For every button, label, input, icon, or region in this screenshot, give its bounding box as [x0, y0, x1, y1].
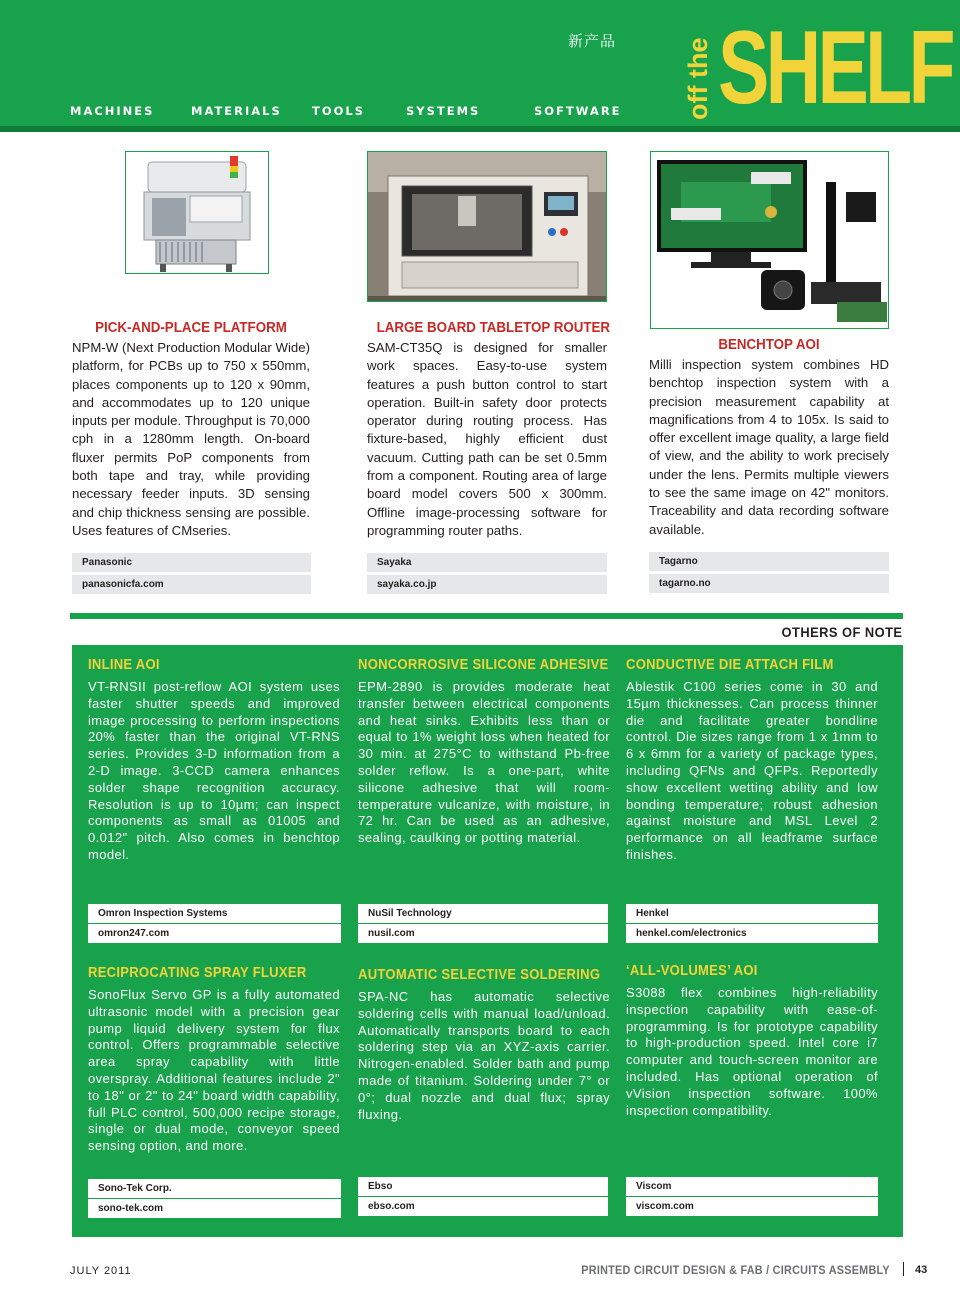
- tabletop-router-photo: [367, 151, 607, 302]
- note-body-die-attach-film: Ablestik C100 series come in 30 and 15µm thicknesses. Can process thinner die and facilitate greater bondline control. Die sizes range from 1 x 1mm to 6 x 6mm for a variety of package types, including QFNs and QFPs. Reportedly show excellent wetting ability and low bonding temperature; robust adhesion against moisture and MSL Level 2 performance on all leadframe surface finishes.: [626, 679, 878, 862]
- note-vendor-sono-tek: Sono-Tek Corp.: [88, 1179, 341, 1198]
- section-nav: [70, 104, 630, 118]
- nav-item-machines: MACHINES: [70, 104, 155, 118]
- vendor-name-panasonic: Panasonic: [72, 553, 311, 572]
- note-url-nusil[interactable]: nusil.com: [358, 924, 608, 943]
- note-title-inline-aoi: INLINE AOI: [88, 657, 160, 673]
- others-of-note-rule: [70, 613, 903, 619]
- benchtop-aoi-photo: [650, 151, 889, 329]
- footer-publication: PRINTED CIRCUIT DESIGN & FAB / CIRCUITS ASSEMBLY: [581, 1263, 890, 1277]
- footer-separator: [903, 1262, 904, 1276]
- note-title-silicone-adhesive: NONCORROSIVE SILICONE ADHESIVE: [358, 657, 609, 673]
- header-rule: [0, 126, 960, 132]
- note-title-all-volumes-aoi: ‘ALL-VOLUMES’ AOI: [626, 963, 758, 979]
- product-title-benchtop-aoi: BENCHTOP AOI: [718, 337, 820, 353]
- page-number: 43: [915, 1264, 928, 1276]
- note-vendor-ebso: Ebso: [358, 1177, 608, 1196]
- aoi-system-icon: [651, 152, 889, 329]
- note-body-inline-aoi: VT-RNSII post-reflow AOI system uses faster shutter speeds and improved image processing to perform inspections 20% faster than the original VT-RNS series. Provides 3-D information from a 2-D image. 3-CCD camera enhances solder shape recognition accuracy. Resolution is up to 10µm; can inspect components as small as 01005 and 0.012" pitch. Also comes in benchtop model.: [88, 679, 340, 862]
- note-vendor-nusil: NuSil Technology: [358, 904, 608, 923]
- logo-off-the: off the: [683, 37, 713, 120]
- note-url-henkel[interactable]: henkel.com/electronics: [626, 924, 878, 943]
- pick-and-place-photo: [125, 151, 269, 274]
- note-title-die-attach-film: CONDUCTIVE DIE ATTACH FILM: [626, 657, 834, 673]
- others-of-note-panel: [72, 645, 903, 1237]
- chinese-label: 新产品: [568, 32, 617, 50]
- note-url-sono-tek[interactable]: sono-tek.com: [88, 1199, 341, 1218]
- vendor-name-tagarno: Tagarno: [649, 552, 889, 571]
- note-vendor-viscom: Viscom: [626, 1177, 878, 1196]
- nav-item-tools: TOOLS: [312, 104, 366, 118]
- footer-date: JULY 2011: [70, 1265, 132, 1277]
- note-body-all-volumes-aoi: S3088 flex combines high-reliability inspection capability with ease-of-programming. Is for prototype capability to high-production speed. Intel core i7 computer and touch-screen monitor are included. Has optional operation of vVision inspection software. 100% inspection compatibility.: [626, 985, 878, 1118]
- product-body-pick-and-place: NPM-W (Next Production Modular Wide) platform, for PCBs up to 750 x 550mm, places components up to 120 x 90mm, and accommodates up to 120 unique inputs per module. Throughput is 70,000 cph in a 1280mm length. On-board fluxer permits PoP components from both tape and tray, while providing necessary feeder inputs. 3D sensing and chip thickness sensing are possible. Uses features of CMseries.: [72, 340, 310, 538]
- note-body-silicone-adhesive: EPM-2890 is provides moderate heat transfer between electrical components and heat sinks. Exhibits less than or equal to 1% weight loss when heated for 30 min. at 275°C to withstand Pb-free solder reflow. Is a one-part, white silicone adhesive that will room-temperature vulcanize, with moisture, in 72 hr. Can be used as an adhesive, sealing, caulking or potting material.: [358, 679, 610, 846]
- router-machine-icon: [368, 152, 607, 302]
- product-body-router: SAM-CT35Q is designed for smaller work spaces. Easy-to-use system features a push button control to start operation. Built-in safety door protects operator during routing process. Has fixture-based, highly efficient dust vacuum. Cutting path can be set 0.5mm from a component. Routing area of large board model covers 500 x 300mm. Offline image-processing software for programming router paths.: [367, 340, 607, 538]
- vendor-url-tagarno[interactable]: tagarno.no: [649, 574, 889, 593]
- vendor-name-sayaka: Sayaka: [367, 553, 607, 572]
- pick-and-place-machine-icon: [126, 152, 269, 274]
- vendor-url-sayaka[interactable]: sayaka.co.jp: [367, 575, 607, 594]
- note-url-viscom[interactable]: viscom.com: [626, 1197, 878, 1216]
- others-of-note-label: OTHERS OF NOTE: [781, 624, 902, 640]
- product-title-router: LARGE BOARD TABLETOP ROUTER: [376, 320, 611, 336]
- note-url-omron[interactable]: omron247.com: [88, 924, 341, 943]
- note-url-ebso[interactable]: ebso.com: [358, 1197, 608, 1216]
- product-body-benchtop-aoi: Milli inspection system combines HD benchtop inspection system with a precision measurement capability at magnifications from 4 to 105x. Is said to offer excellent image quality, a large field of view, and the ability to work precisely under the lens. Permits multiple viewers to see the same image on 42" monitors. Traceability and data recording software available.: [649, 357, 889, 537]
- nav-item-materials: MATERIALS: [191, 104, 282, 118]
- note-body-selective-soldering: SPA-NC has automatic selective soldering cells with manual load/unload. Automatically transports board to each soldering step via an XYZ-axis carrier. Nitrogen-enabled. Solder bath and pump made of titanium. Soldering under 7° or 0°; dual nozzle and dual flux; spray fluxing.: [358, 989, 610, 1122]
- product-title-pick-and-place: PICK-AND-PLACE PLATFORM: [95, 320, 287, 336]
- page-header: [0, 0, 960, 132]
- nav-item-systems: SYSTEMS: [406, 104, 481, 118]
- nav-item-software: SOFTWARE: [534, 104, 622, 118]
- note-vendor-omron: Omron Inspection Systems: [88, 904, 341, 923]
- logo-shelf: SHELF: [718, 10, 952, 126]
- note-body-spray-fluxer: SonoFlux Servo GP is a fully automated ultrasonic model with a precision gear pump liquid delivery system for flux control. Offers programmable selective area spray capability with little overspray. Additional features include 2" to 18" or 2" to 24" board width capability, full PLC control, 500,000 recipe storage, single or dual mode, conveyor speed sensing option, and more.: [88, 987, 340, 1154]
- vendor-url-panasonic[interactable]: panasonicfa.com: [72, 575, 311, 594]
- note-title-spray-fluxer: RECIPROCATING SPRAY FLUXER: [88, 965, 307, 981]
- note-vendor-henkel: Henkel: [626, 904, 878, 923]
- note-title-selective-soldering: AUTOMATIC SELECTIVE SOLDERING: [358, 967, 601, 983]
